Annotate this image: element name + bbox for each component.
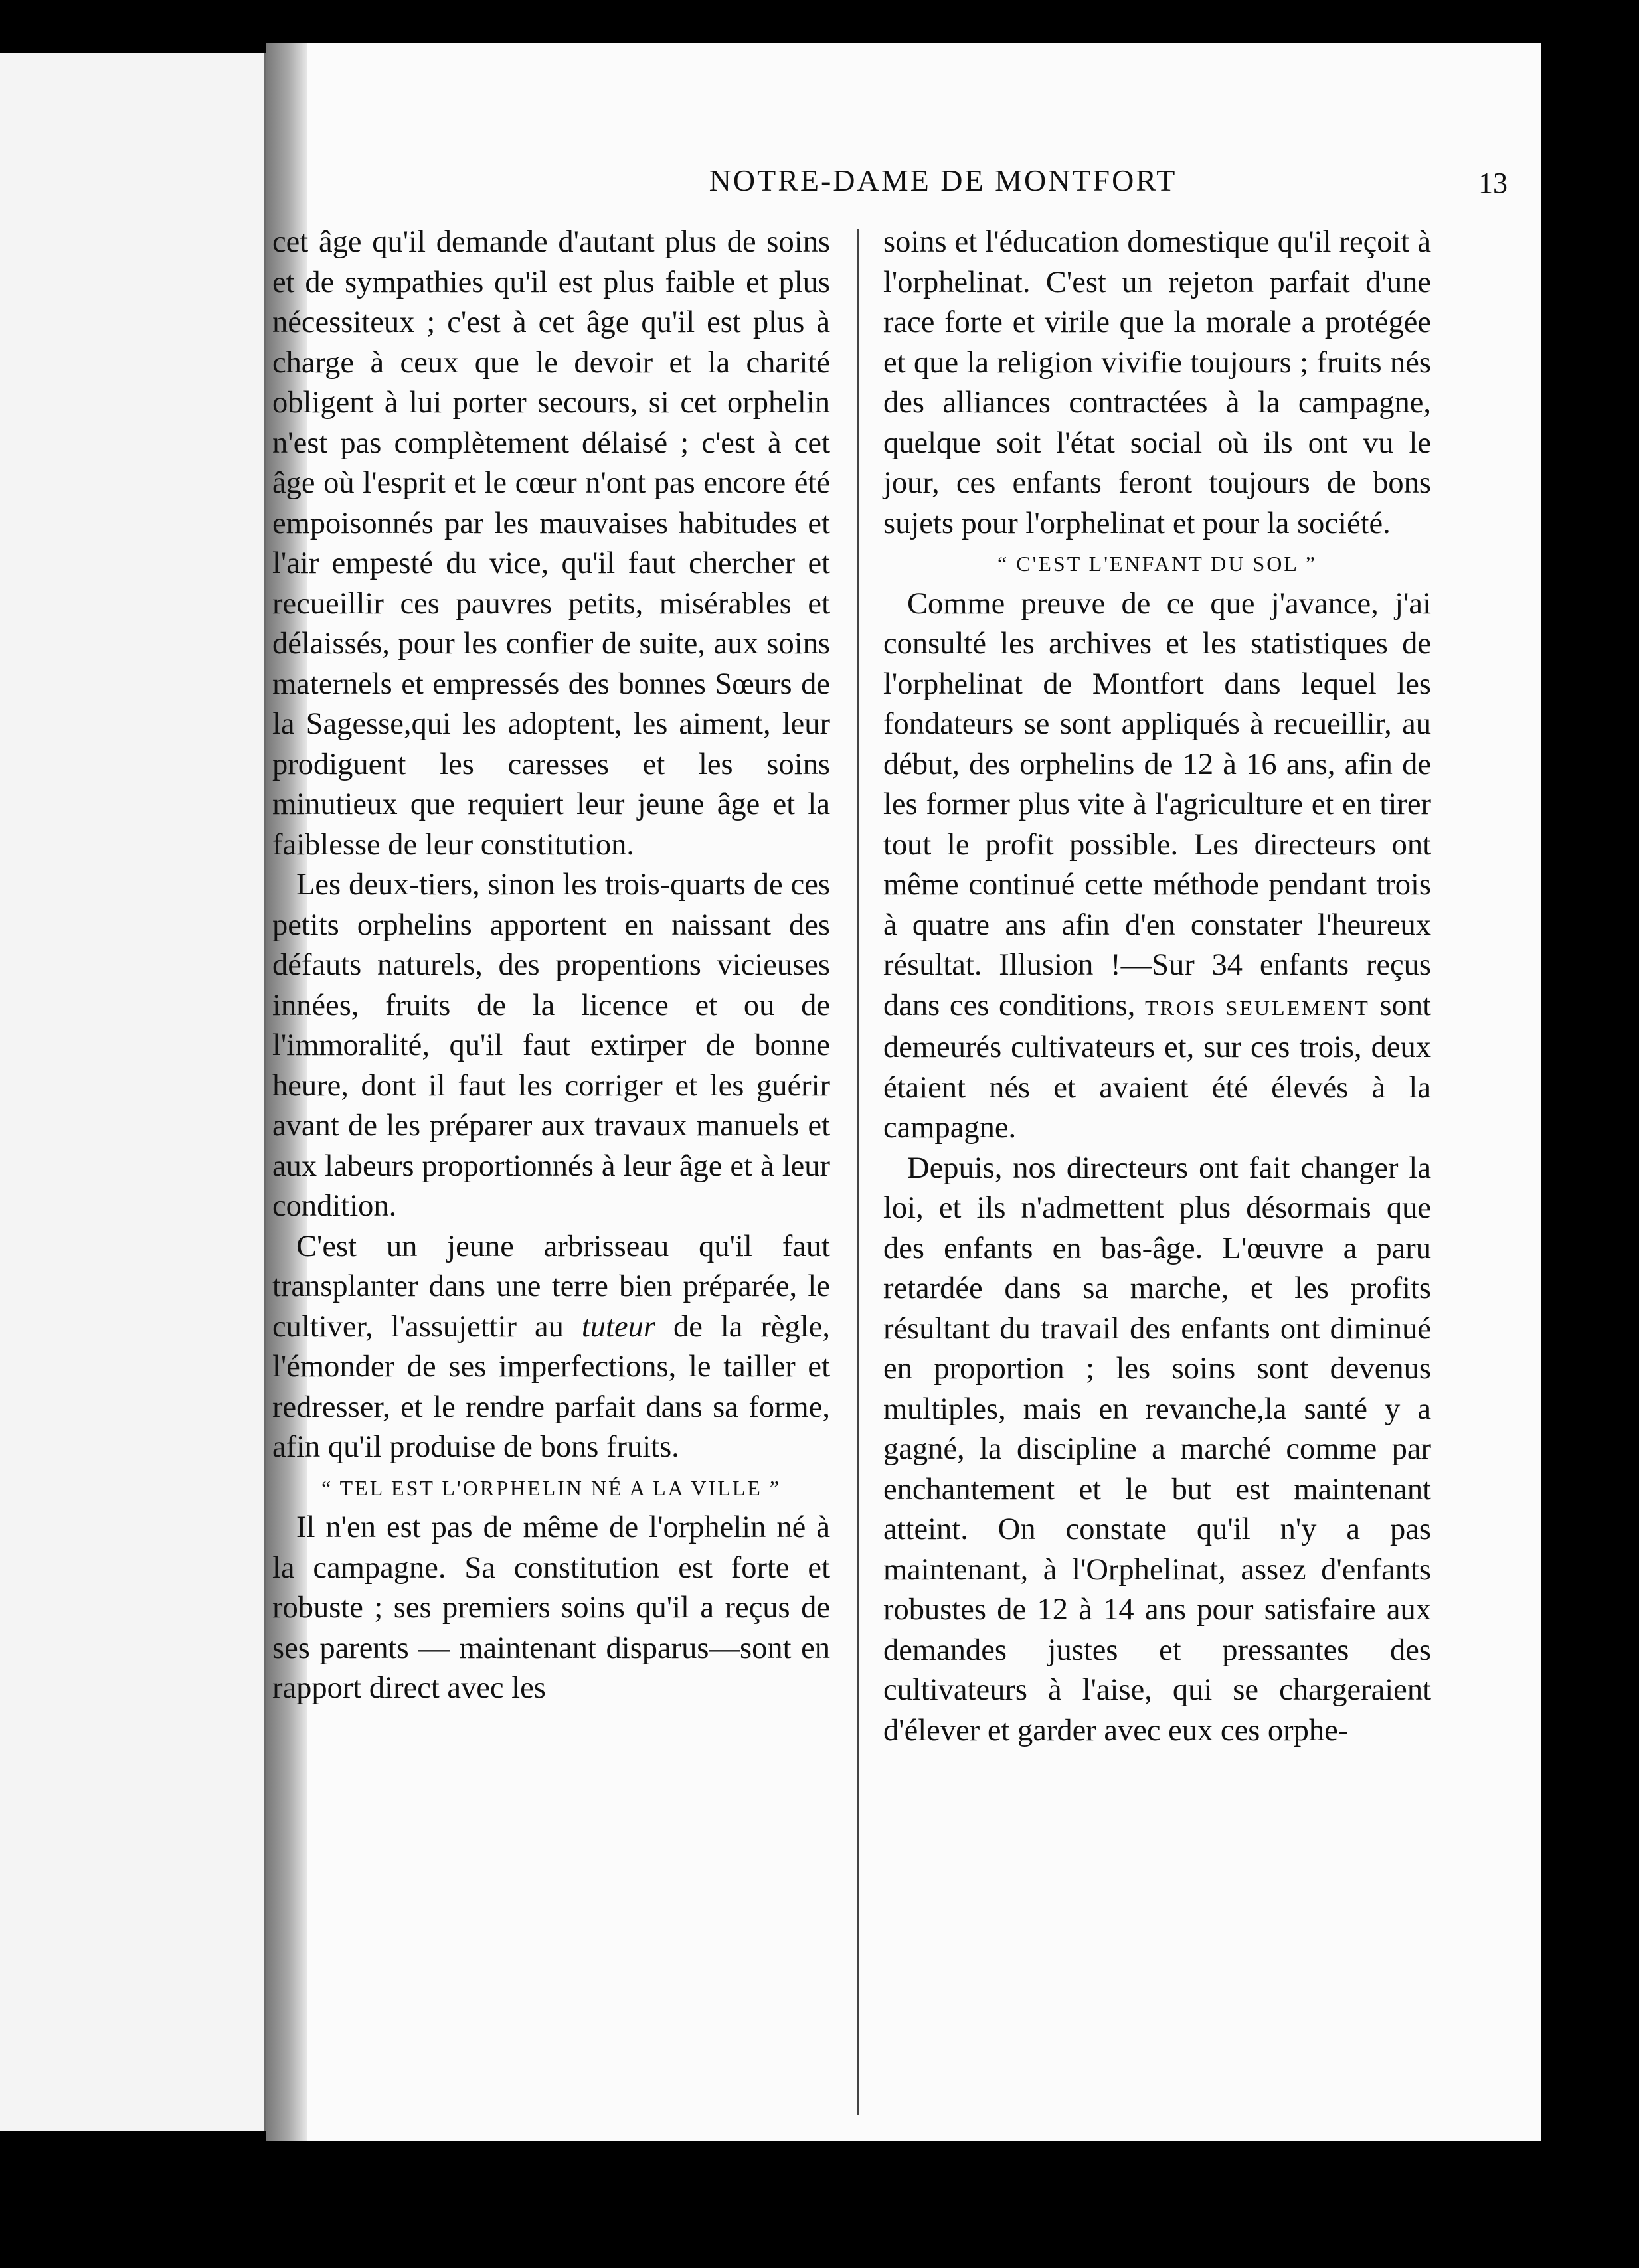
facing-page-blank <box>0 53 266 2131</box>
section-subheading: “ C'EST L'ENFANT DU SOL ” <box>997 552 1317 576</box>
section-subheading: “ TEL EST L'ORPHELIN NÉ A LA VILLE ” <box>321 1475 782 1500</box>
italic-word: tuteur <box>581 1309 655 1344</box>
paragraph: Les deux-tiers, sinon les trois-quarts de ces petits orphelins apportent en naissant des défauts naturels, des propentions vicieuses innées, fruits de la licence et ou de l'immoralité, qu'il faut extirper de bonne heure, dont il faut les corriger et les guérir avant de les préparer aux travaux manuels et aux labeurs proportionnés à leur âge et à leur condition. <box>272 868 830 1223</box>
paragraph: Il n'en est pas de même de l'orphelin né à la campagne. Sa constitution est forte et robuste ; ses premiers soins qu'il a reçus de ses parents — maintenant disparus—sont en rapport direct avec les <box>272 1510 830 1705</box>
paragraph <box>883 584 1431 1149</box>
text-run: C'est un jeune arbrisseau qu'il faut transplanter dans une terre bien préparée, le cultiver, l'assujettir au <box>272 1229 830 1344</box>
column-rule <box>857 229 859 2115</box>
paragraph: cet âge qu'il demande d'autant plus de soins et de sympathies qu'il est plus faible et plus nécessiteux ; c'est à cet âge qu'il est plus à charge à ceux que le devoir et la charité obligent à lui porter secours, si cet orphelin n'est pas complètement délaisé ; c'est à cet âge où l'esprit et le cœur n'ont pas encore été empoisonnés par les mauvaises habitudes et l'air empesté du vice, qu'il faut chercher et recueillir ces pauvres petits, misérables et délaissés, pour les confier de suite, aux soins maternels et empressés des bonnes Sœurs de la Sagesse,qui les adoptent, les aiment, leur prodiguent les caresses et les soins minutieux que requiert leur jeune âge et la faiblesse de leur constitution. <box>272 225 830 862</box>
right-column <box>883 222 1431 1751</box>
left-column <box>272 222 830 1709</box>
page-number: 13 <box>1478 167 1508 199</box>
paragraph: soins et l'éducation domestique qu'il reçoit à l'orphelinat. C'est un rejeton parfait d'une race forte et virile que la morale a protégée et que la religion vivifie toujours ; fruits nés des alliances contractées à la campagne, quelque soit l'état social où ils ont vu le jour, ces enfants feront toujours de bons sujets pour l'orphelinat et pour la société. <box>883 225 1431 540</box>
text-run: Comme preuve de ce que j'avance, j'ai consulté les archives et les statistiques de l'orphelinat de Montfort dans lequel les fondateurs se sont appliqués à recueillir, au début, des orphelins de 12 à 16 ans, afin de les former plus vite à l'agriculture et en tirer tout le profit possible. Les directeurs ont même continué cette méthode pendant trois à quatre ans afin d'en constater l'heureux résultat. Illusion !—Sur 34 enfants reçus dans ces conditions, <box>883 586 1431 1022</box>
paragraph <box>272 1227 830 1468</box>
small-caps-phrase: TROIS SEULEMENT <box>1145 995 1370 1020</box>
paragraph: Depuis, nos directeurs ont fait changer la loi, et ils n'admettent plus désormais que des enfants en bas-âge. L'œuvre a paru retardée dans sa marche, et les profits résultant du travail des enfants ont diminué en proportion ; les soins sont devenus multiples, mais en revanche,la santé y a gagné, la discipline a marché comme par enchantement et le but est maintenant atteint. On constate qu'il n'y a pas maintenant, à l'Orphelinat, assez d'enfants robustes de 12 à 14 ans pour satisfaire aux demandes justes et pressantes des cultivateurs à l'aise, qui se chargeraient d'élever et garder avec eux ces orphe- <box>883 1151 1431 1747</box>
running-head: NOTRE-DAME DE MONTFORT <box>709 163 1177 197</box>
book-page <box>266 43 1541 2141</box>
text-run: sont demeurés cultivateurs et, sur ces trois, deux étaient nés et avaient été élevés à la campagne. <box>883 988 1432 1145</box>
text-run: de la règle, l'émonder de ses imperfections, le tailler et redresser, et le rendre parfait dans sa forme, afin qu'il produise de bons fruits. <box>272 1309 830 1464</box>
